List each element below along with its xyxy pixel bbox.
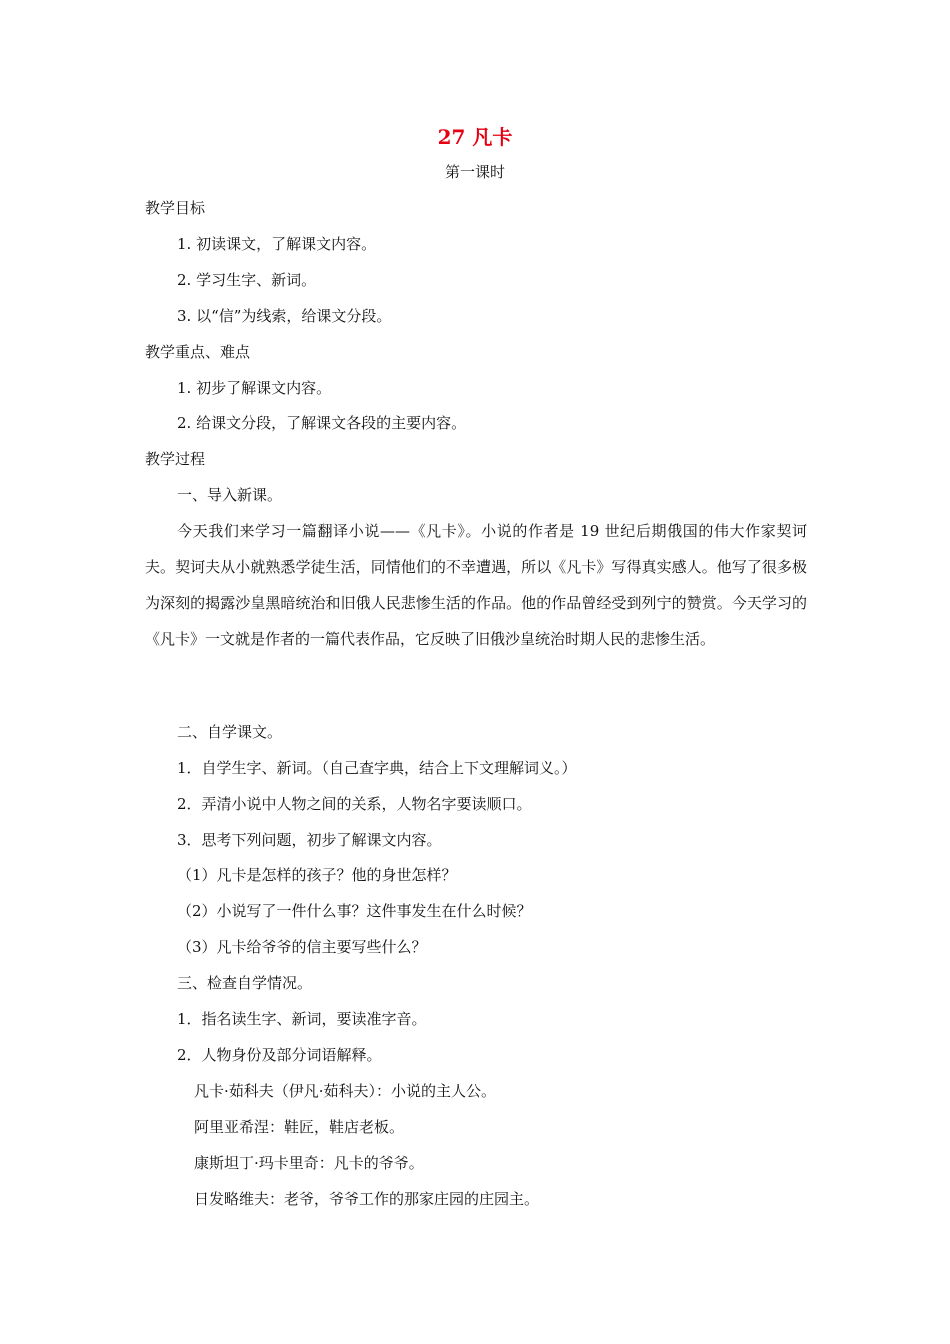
goal-item: 3. 以“信”为线索，给课文分段。 [177, 307, 392, 325]
step2-item: 3．思考下列问题，初步了解课文内容。 [177, 831, 442, 849]
process-heading: 教学过程 [145, 450, 206, 468]
character-item: 阿里亚希涅：鞋匠，鞋店老板。 [194, 1118, 405, 1136]
step3-item: 1．指名读生字、新词，要读准字音。 [177, 1010, 427, 1028]
step2-item: 1．自学生字、新词。（自己查字典，结合上下文理解词义。） [177, 759, 577, 777]
lesson-title: 27 凡卡 [437, 125, 513, 149]
question-item: （1）凡卡是怎样的孩子？他的身世怎样？ [177, 866, 457, 884]
lesson-subtitle: 第一课时 [444, 163, 505, 181]
step3-heading: 三、检查自学情况。 [177, 974, 313, 992]
key-point-item: 2. 给课文分段，了解课文各段的主要内容。 [177, 414, 467, 432]
step2-item: 2．弄清小说中人物之间的关系，人物名字要读顺口。 [177, 795, 532, 813]
question-item: （3）凡卡给爷爷的信主要写些什么？ [177, 938, 427, 956]
step2-heading: 二、自学课文。 [177, 723, 283, 741]
goal-item: 2. 学习生字、新词。 [177, 271, 317, 289]
step3-item: 2．人物身份及部分词语解释。 [177, 1046, 382, 1064]
character-item: 日发略维夫：老爷，爷爷工作的那家庄园的庄园主。 [194, 1190, 540, 1208]
question-item: （2）小说写了一件什么事？这件事发生在什么时候？ [177, 902, 532, 920]
key-point-item: 1. 初步了解课文内容。 [177, 379, 332, 397]
character-item: 凡卡·茹科夫（伊凡·茹科夫）：小说的主人公。 [194, 1082, 497, 1100]
goals-heading: 教学目标 [145, 199, 206, 217]
goal-item: 1. 初读课文，了解课文内容。 [177, 235, 377, 253]
character-item: 康斯坦丁·玛卡里奇：凡卡的爷爷。 [194, 1154, 424, 1172]
key-points-heading: 教学重点、难点 [145, 343, 251, 361]
intro-paragraph: 今天我们来学习一篇翻译小说——《凡卡》。小说的作者是 19 世纪后期俄国的伟大作家契诃夫。契诃夫从小就熟悉学徒生活，同情他们的不幸遭遇，所以《凡卡》写得真实感人。他写了很多极为深刻的揭露沙皇黑暗统治和旧俄人民悲惨生活的作品。他的作品曾经受到列宁的赞赏。今天学习的《凡卡》一文就是作者的一篇代表作品，它反映了旧俄沙皇统治时期人民的悲惨生活。 [145, 522, 807, 648]
step1-heading: 一、导入新课。 [177, 486, 283, 504]
